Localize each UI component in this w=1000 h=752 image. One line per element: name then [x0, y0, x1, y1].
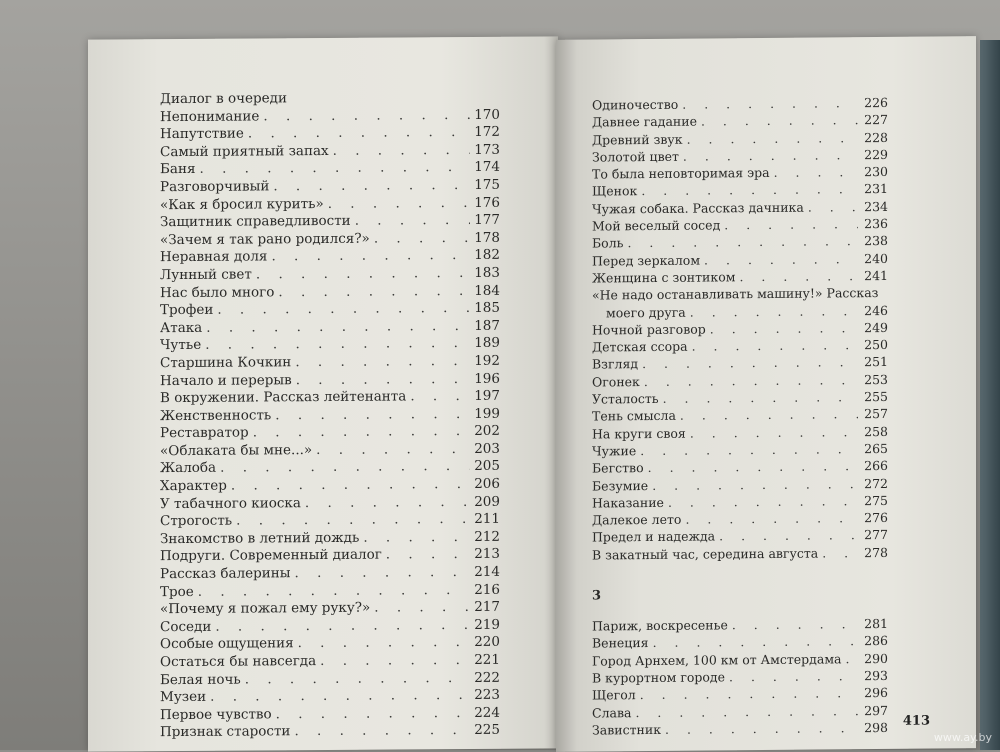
- dot-leader: [680, 407, 858, 424]
- toc-entry-title: Первое чувство: [160, 706, 272, 723]
- dot-leader: [641, 182, 858, 199]
- toc-entry-title: Женщина с зонтиком: [592, 269, 736, 286]
- toc-entry-title: Неравная доля: [160, 248, 268, 266]
- toc-entry-title: Женственность: [160, 407, 272, 424]
- toc-entry-page: 224: [474, 704, 500, 721]
- dot-leader: [236, 511, 470, 529]
- toc-entry-page: 246: [864, 302, 888, 318]
- dot-leader: [692, 337, 858, 353]
- toc-entry-title: В закатный час, середина августа: [592, 545, 819, 563]
- toc-entry-title: Предел и надежда: [592, 528, 716, 545]
- dot-leader: [278, 283, 470, 300]
- toc-entry-title: Чужая собака. Рассказ дачника: [592, 199, 804, 217]
- toc-entry-title: Соседи: [160, 618, 212, 635]
- toc-entry-page: 183: [474, 264, 500, 281]
- toc-entry-title: У табачного киоска: [160, 494, 301, 512]
- toc-entry-title: Подруги. Современный диалог: [160, 547, 382, 565]
- toc-entry-page: 240: [864, 250, 888, 266]
- dot-leader: [305, 494, 470, 511]
- toc-entry-title: Венеция: [592, 635, 649, 651]
- dot-leader: [682, 95, 858, 112]
- toc-entry-page: 251: [864, 354, 888, 370]
- toc-entry-page: 276: [864, 510, 888, 526]
- toc-entry-page: 229: [864, 146, 888, 163]
- toc-entry-title: Безумие: [592, 477, 649, 494]
- toc-entry-title: Музеи: [160, 689, 207, 706]
- dot-leader: [690, 424, 858, 440]
- toc-entry-page: 296: [864, 685, 888, 701]
- toc-entry-page: 286: [864, 633, 888, 649]
- toc-entry-title: Признак старости: [160, 723, 291, 741]
- dot-leader: [386, 546, 470, 563]
- toc-entry-title: Золотой цвет: [592, 148, 679, 165]
- page-number: 413: [902, 713, 930, 729]
- dot-leader: [846, 651, 859, 666]
- toc-entry-title: Рассказ балерины: [160, 565, 291, 583]
- toc-entry-page: 231: [864, 181, 888, 197]
- toc-entry-page: 250: [864, 337, 888, 353]
- toc-entry-page: 290: [864, 650, 888, 666]
- toc-entry-page: 249: [864, 319, 888, 336]
- toc-entry-title: На круги своя: [592, 425, 686, 442]
- toc-entry-title: Щенок: [592, 183, 638, 200]
- toc-entry-page: 219: [474, 616, 500, 633]
- toc-entry-page: 199: [474, 405, 500, 422]
- dot-leader: [271, 247, 470, 264]
- dot-leader: [690, 303, 858, 319]
- toc-entry-page: 174: [474, 159, 500, 176]
- dot-leader: [316, 441, 470, 458]
- toc-entry-title: Чужие: [592, 443, 637, 459]
- toc-entry: [592, 545, 888, 565]
- dot-leader: [198, 582, 470, 600]
- dot-leader: [256, 265, 470, 282]
- dot-leader: [774, 164, 858, 180]
- toc-entry-title: Особые ощущения: [160, 635, 294, 653]
- dot-leader: [295, 564, 470, 581]
- toc-entry-page: 212: [474, 528, 500, 545]
- dot-leader: [320, 652, 470, 669]
- dot-leader: [687, 130, 858, 146]
- toc-entry-title: Город Арнхем, 100 км от Амстердама: [592, 650, 842, 669]
- toc-entry-page: 177: [474, 211, 500, 229]
- dot-leader: [644, 372, 858, 389]
- dot-leader: [298, 634, 470, 651]
- toc-entry-page: 182: [474, 247, 500, 264]
- toc-entry-page: 272: [864, 475, 888, 491]
- toc-entry-page: 298: [864, 719, 888, 735]
- dot-leader: [627, 234, 858, 251]
- toc-entry-page: 173: [474, 141, 500, 158]
- toc-entry-title: Огонек: [592, 373, 640, 390]
- dot-leader: [653, 634, 858, 651]
- toc-entry-page: 196: [474, 370, 500, 387]
- toc-entry: [592, 720, 888, 740]
- dot-leader: [231, 476, 470, 494]
- toc-entry-title: Трофеи: [160, 301, 214, 319]
- toc-entry-page: 222: [474, 669, 500, 686]
- dot-leader: [206, 318, 470, 336]
- toc-entry-page: 192: [474, 352, 500, 369]
- toc-entry-page: 216: [474, 581, 500, 598]
- toc-entry-title: «Почему я пожал ему руку?»: [160, 599, 371, 618]
- toc-entry-page: 275: [864, 492, 888, 508]
- dot-leader: [683, 147, 858, 164]
- toc-entry-page: 278: [864, 544, 888, 560]
- dot-leader: [710, 320, 858, 336]
- toc-entry-title: Усталость: [592, 390, 659, 407]
- toc-entry-page: 211: [474, 511, 500, 528]
- dot-leader: [701, 112, 858, 128]
- toc-entry-page: 257: [864, 406, 888, 422]
- section-heading: 3: [592, 588, 602, 604]
- toc-entry-title: Завистник: [592, 721, 662, 738]
- toc-entry-page: 225: [474, 722, 500, 739]
- toc-entry-title: Атака: [160, 319, 203, 336]
- toc-entry-title: Начало и перерыв: [160, 371, 292, 389]
- toc-entry-page: 209: [474, 493, 500, 510]
- toc-entry-title: Разговорчивый: [160, 178, 270, 196]
- dot-leader: [729, 668, 858, 684]
- toc-entry-title: Одиночество: [592, 96, 679, 113]
- toc-entry-title: Париж, воскресенье: [592, 617, 728, 634]
- dot-leader: [704, 251, 858, 267]
- toc-entry-page: 258: [864, 423, 888, 439]
- dot-leader: [328, 195, 470, 212]
- toc-entry-title: Наказание: [592, 494, 664, 511]
- toc-entry-title: «Как я бросил курить»: [160, 195, 324, 213]
- table-of-contents-right: [592, 95, 888, 740]
- toc-entry-title: «Зачем я так рано родился?»: [160, 230, 370, 248]
- toc-entry-page: 202: [474, 423, 500, 440]
- toc-entry-title: Характер: [160, 477, 227, 495]
- toc-entry-title: Боль: [592, 235, 624, 251]
- toc-entry-page: 184: [474, 282, 500, 299]
- dot-leader: [355, 212, 470, 229]
- toc-entry-page: 238: [864, 233, 888, 249]
- toc-entry-title: Баня: [160, 161, 196, 178]
- toc-entry-title: Старшина Кочкин: [160, 354, 292, 372]
- dot-leader: [374, 230, 470, 247]
- toc-entry-page: 172: [474, 123, 500, 141]
- toc-entry-title: Белая ночь: [160, 671, 241, 688]
- dot-leader: [210, 687, 470, 705]
- toc-entry-page: 170: [474, 106, 500, 123]
- toc-entry-title: Взгляд: [592, 356, 639, 372]
- dot-leader: [808, 199, 858, 214]
- toc-entry-title: «Не надо останавливать машину!» Рассказ: [592, 285, 879, 303]
- toc-entry-title: Диалог в очереди: [160, 90, 287, 108]
- dot-leader: [410, 388, 470, 404]
- toc-entry-page: 277: [864, 527, 888, 543]
- dot-leader: [215, 617, 470, 635]
- dot-leader: [665, 720, 858, 737]
- dot-leader: [273, 177, 470, 194]
- toc-entry-title: Далекое лето: [592, 511, 682, 528]
- toc-entry-page: 234: [864, 198, 888, 214]
- toc-entry-title: Непонимание: [160, 108, 260, 125]
- toc-entry-title: Щегол: [592, 687, 636, 703]
- dot-leader: [724, 216, 858, 232]
- toc-entry-title: В окружении. Рассказ лейтенанта: [160, 388, 407, 407]
- dot-leader: [253, 423, 470, 441]
- right-page: [556, 36, 976, 752]
- toc-entry-title: Напутствие: [160, 125, 244, 143]
- dot-leader: [732, 616, 858, 632]
- toc-entry-page: 206: [474, 475, 500, 493]
- dot-leader: [822, 545, 858, 560]
- table-of-contents-left: [160, 89, 500, 742]
- dot-leader: [640, 441, 858, 458]
- toc-entry-title: Реставратор: [160, 424, 249, 442]
- toc-entry-title: Слава: [592, 704, 632, 721]
- toc-entry-page: 293: [864, 667, 888, 684]
- dot-leader: [635, 703, 858, 720]
- dot-leader: [668, 493, 858, 510]
- dot-leader: [276, 705, 470, 722]
- dot-leader: [642, 355, 858, 372]
- toc-entry-title: Чутье: [160, 337, 202, 354]
- toc-entry-page: 205: [474, 458, 500, 475]
- dot-leader: [652, 476, 858, 493]
- toc-entry-title: Нас было много: [160, 283, 275, 301]
- dot-leader: [663, 389, 858, 406]
- toc-entry-title: «Облаката бы мне...»: [160, 441, 313, 460]
- toc-entry-page: 178: [474, 229, 500, 246]
- toc-entry-title: Жалоба: [160, 460, 217, 477]
- toc-entry-title: Защитник справедливости: [160, 212, 351, 231]
- toc-entry-page: 297: [864, 702, 888, 718]
- toc-entry-title: Мой веселый сосед: [592, 217, 721, 234]
- toc-entry-page: 223: [474, 686, 500, 704]
- toc-entry-page: 230: [864, 164, 888, 180]
- book-cover-edge: [980, 40, 1000, 750]
- toc-entry-title: Давнее гадание: [592, 113, 697, 130]
- toc-entry-title: Перед зеркалом: [592, 252, 701, 269]
- toc-entry-page: 226: [864, 94, 888, 111]
- watermark: www.ay.by: [933, 731, 992, 744]
- toc-entry-page: 187: [474, 317, 500, 334]
- toc-entry-page: 221: [474, 651, 500, 668]
- toc-entry-page: 189: [474, 335, 500, 352]
- toc-entry-title: Лунный свет: [160, 266, 252, 284]
- toc-entry-page: 236: [864, 216, 888, 232]
- toc-entry-page: 203: [474, 440, 500, 457]
- toc-entry-title: Строгость: [160, 512, 233, 530]
- toc-entry-title: Детская ссора: [592, 338, 688, 355]
- dot-leader: [199, 159, 470, 177]
- toc-entry-title: Тень смысла: [592, 408, 676, 424]
- toc-entry-page: 217: [474, 598, 500, 616]
- toc-entry-page: 266: [864, 458, 888, 474]
- toc-entry-title: В курортном городе: [592, 669, 726, 686]
- dot-leader: [275, 406, 470, 423]
- dot-leader: [363, 529, 470, 546]
- dot-leader: [248, 124, 470, 142]
- dot-leader: [374, 599, 470, 616]
- dot-leader: [296, 370, 470, 387]
- toc-entry-page: 241: [864, 267, 888, 284]
- dot-leader: [719, 528, 858, 544]
- toc-entry-title: То была неповторимая эра: [592, 165, 770, 182]
- dot-leader: [739, 268, 858, 284]
- toc-entry-page: 255: [864, 388, 888, 405]
- toc-entry-page: 281: [864, 615, 888, 632]
- dot-leader: [245, 670, 470, 688]
- toc-entry-page: 197: [474, 387, 500, 405]
- dot-leader: [685, 510, 858, 527]
- toc-entry-page: 227: [864, 112, 888, 128]
- dot-leader: [640, 685, 858, 702]
- dot-leader: [263, 107, 470, 124]
- dot-leader: [217, 300, 470, 318]
- toc-entry-page: 175: [474, 176, 500, 193]
- dot-leader: [295, 353, 470, 370]
- dot-leader: [205, 335, 470, 353]
- toc-entry-title: Бегство: [592, 460, 644, 476]
- toc-entry-page: 214: [474, 563, 500, 580]
- dot-leader: [220, 458, 470, 476]
- toc-entry-title: Знакомство в летний дождь: [160, 529, 360, 547]
- toc-entry-page: 220: [474, 634, 500, 651]
- dot-leader: [648, 458, 858, 475]
- toc-entry-page: 185: [474, 299, 500, 317]
- toc-entry-page: 213: [474, 546, 500, 563]
- toc-entry-page: 176: [474, 194, 500, 211]
- toc-entry-title: моего друга: [606, 304, 686, 320]
- toc-entry-page: 228: [864, 129, 888, 145]
- dot-leader: [294, 722, 470, 739]
- dot-leader: [333, 142, 470, 159]
- toc-entry-title: Остаться бы навсегда: [160, 653, 317, 671]
- toc-entry-title: Трое: [160, 583, 194, 600]
- toc-entry-page: 253: [864, 371, 888, 387]
- toc-entry-title: Ночной разговор: [592, 321, 706, 338]
- toc-entry-page: 265: [864, 440, 888, 457]
- left-page: [88, 36, 558, 751]
- toc-entry-title: Самый приятный запах: [160, 142, 329, 160]
- toc-entry: [160, 722, 500, 742]
- toc-entry-title: Древний звук: [592, 131, 683, 148]
